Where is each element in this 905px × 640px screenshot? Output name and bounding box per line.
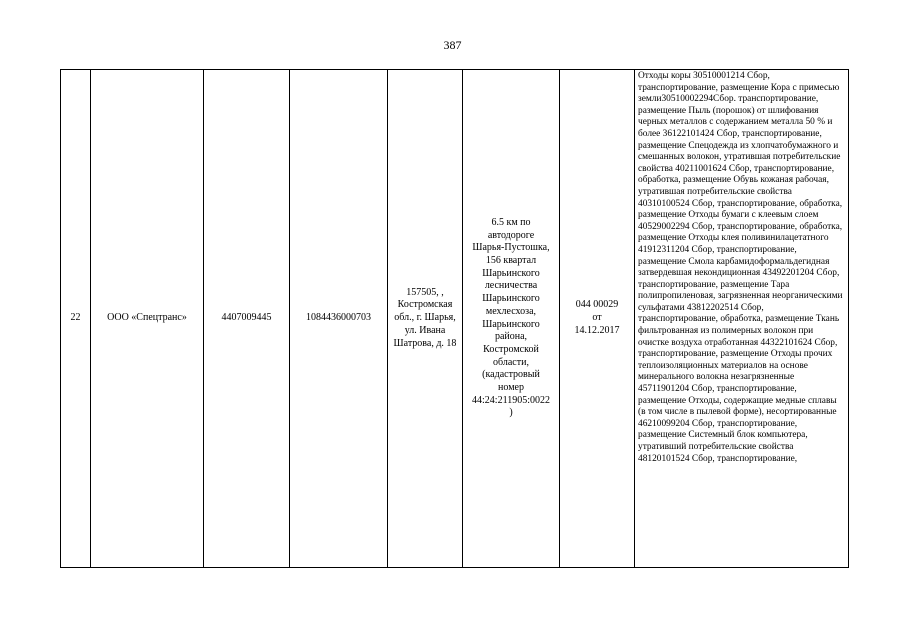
waste-activities-cell: Отходы коры 30510001214 Сбор, транспортирование, размещение Кора с примесью земли30510002294Сбор. транспортирование, размещение Пыль (порошок) от шлифования черных металлов с содержанием металла 50 % и более 36122101424 Сбор, транспортирование, размещение Спецодежда из хлопчатобумажного и смешанных волокон, утратившая потребительские свойства 40211001624 Сбор, транспортирование, обработка, размещение Обувь кожаная рабочая, утратившая потребительские свойства 40310100524 Сбор, транспортирование, обработка, размещение Отходы бумаги с клеевым слоем 40529002294 Сбор, транспортирование, обработка, размещение Отходы клея поливинилацетатного 41912311204 Сбор, транспортирование, размещение Смола карбамидоформальдегидная затвердевшая некондиционная 43492201204 Сбор, транспортирование, размещение Тара полипропиленовая, загрязненная неорганическими сульфатами 43812202514 Сбор, транспортирование, обработка, размещение Ткань фильтрованная из полимерных волокон при очистке воздуха отработанная 44322101624 Сбор, транспортирование, размещение Отходы прочих теплоизоляционных материалов на основе минерального волокна незагрязненные 45711901204 Сбор, транспортирование, размещение Отходы, содержащие медные сплавы (в том числе в пылевой форме), несортированные 46210099204 Сбор, транспортирование, размещение Системный блок компьютера, утративший потребительские свойства 48120101524 Сбор, транспортирование, [635, 70, 849, 568]
table-row [61, 70, 849, 568]
registry-table [60, 69, 849, 568]
site-address-cell: 6.5 км по автодороге Шарья-Пустошка, 156 квартал Шарьинского лесничества Шарьинского мехлесхоза, Шарьинского района, Костромской области, (кадастровый номер 44:24:211905:0022 ) [463, 70, 560, 568]
license-cell: 044 00029 от 14.12.2017 [560, 70, 635, 568]
legal-address-cell: 157505, , Костромская обл., г. Шарья, ул. Ивана Шатрова, д. 18 [388, 70, 463, 568]
ogrn-cell: 1084436000703 [290, 70, 388, 568]
page-number: 387 [443, 38, 462, 52]
organization-cell: ООО «Спецтранс» [91, 70, 204, 568]
inn-cell: 4407009445 [204, 70, 290, 568]
row-index-cell: 22 [61, 70, 91, 568]
